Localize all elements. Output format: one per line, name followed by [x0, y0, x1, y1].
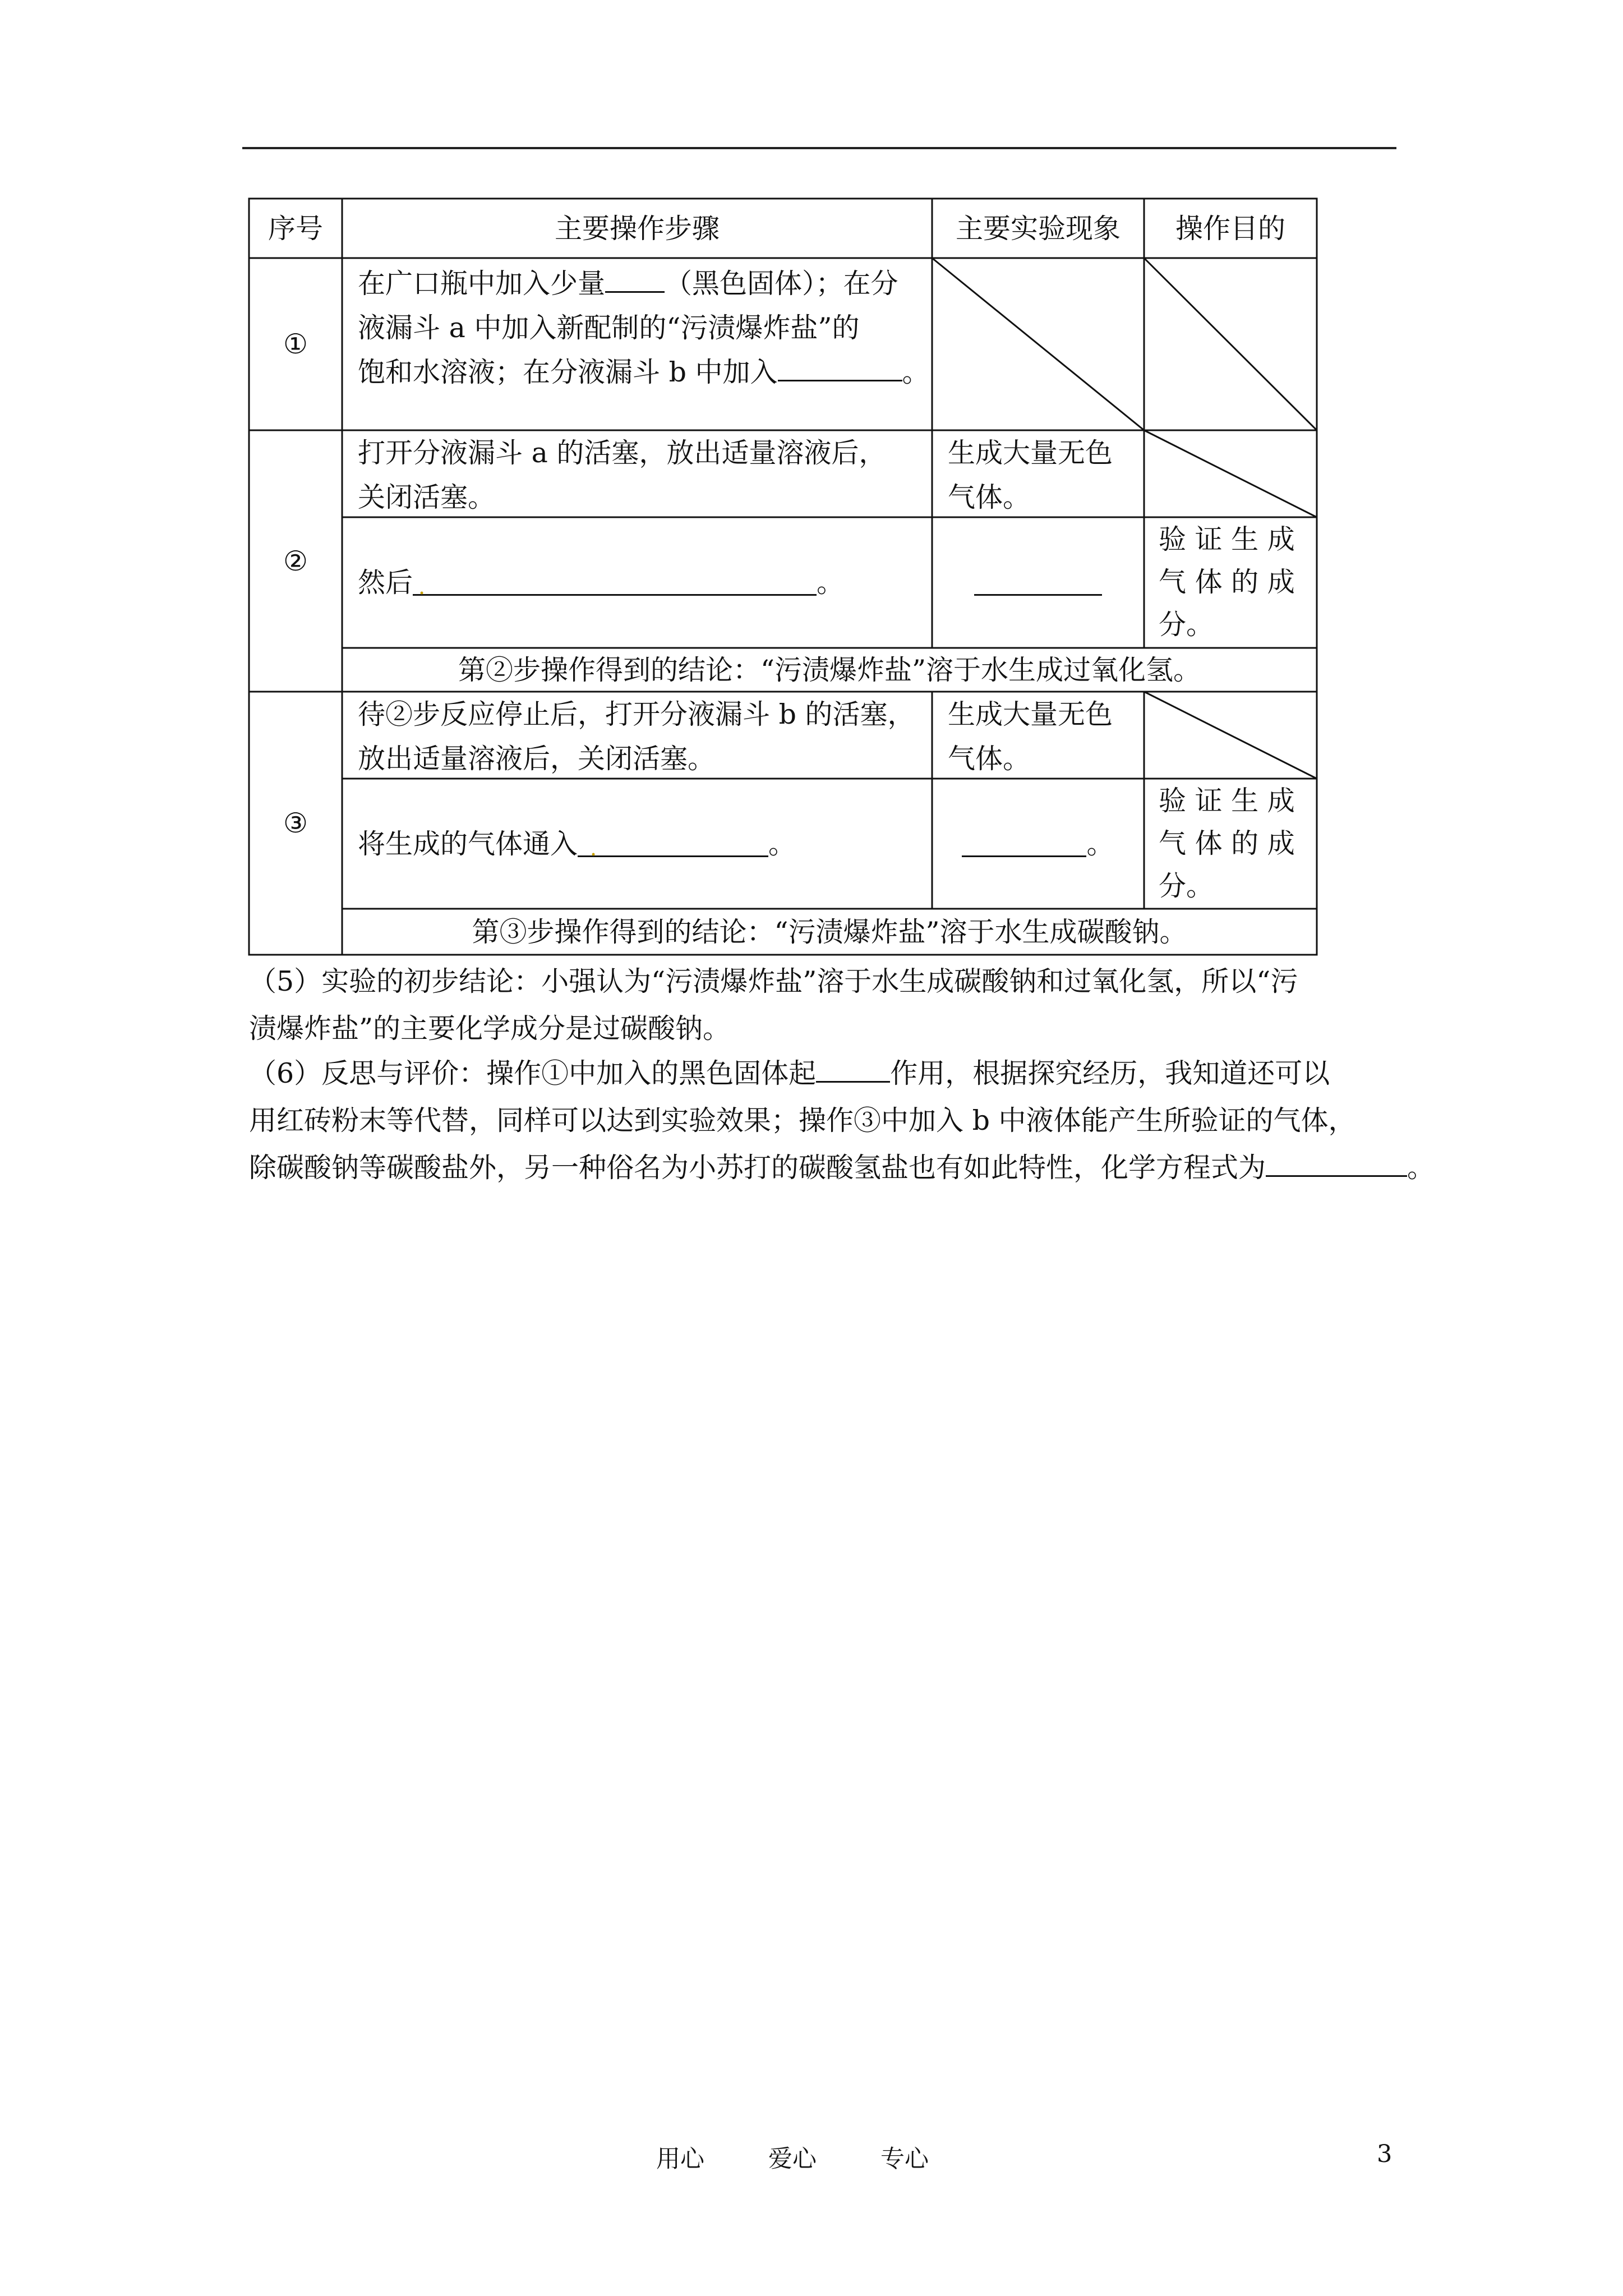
answer-blank [962, 831, 1086, 857]
row1-step-text: （黑色固体）；在分 [665, 268, 898, 300]
row3-step2 [358, 779, 924, 909]
row2-purpose-text: 气 体 的 成 [1159, 566, 1295, 598]
row2-phenomenon1 [948, 431, 1138, 517]
paragraph-6-text: 作用，根据探究经历，我知道还可以 [890, 1057, 1330, 1089]
row1-step-text: 在广口瓶中加入少量 [358, 268, 606, 300]
row2-phenomenon1-text: 生成大量无色 [948, 437, 1113, 469]
paragraph-6-text: 。 [1407, 1152, 1435, 1184]
header-phenomena: 主要实验现象 [955, 212, 1121, 245]
row2-phenomenon1-text: 气体。 [948, 481, 1031, 513]
footer-motto-1: 用心 [656, 2145, 704, 2173]
row1-step-text: 。 [902, 356, 930, 388]
row3-conclusion: 第③步操作得到的结论：“污渍爆炸盐”溶于水生成碳酸钠。 [472, 915, 1187, 948]
header-number: 序号 [268, 212, 323, 245]
answer-blank [778, 355, 902, 381]
row1-step-text: 饱和水溶液；在分液漏斗 b 中加入 [358, 356, 778, 388]
row3-purpose-text: 分。 [1159, 870, 1214, 902]
ink-dot: . [590, 835, 597, 861]
answer-blank [816, 1056, 890, 1083]
footer-motto-3: 专心 [880, 2145, 929, 2173]
row2-step2-text: 。 [817, 567, 845, 599]
row3-step1-text: 放出适量溶液后，关闭活塞。 [358, 743, 716, 775]
row3-phenomenon1 [948, 692, 1138, 779]
paragraph-5 [249, 958, 1460, 1052]
row2-purpose [1159, 518, 1316, 647]
row2-purpose-text: 分。 [1159, 609, 1214, 641]
row3-step1 [358, 692, 924, 779]
row3-phenomenon2 [932, 779, 1144, 909]
paragraph-5-line: （5）实验的初步结论：小强认为“污渍爆炸盐”溶于水生成碳酸钠和过氧化氢，所以“污 [249, 965, 1298, 997]
row3-step1-text: 待②步反应停止后，打开分液漏斗 b 的活塞， [358, 698, 915, 730]
footer-motto-2: 爱心 [768, 2145, 817, 2173]
answer-blank [974, 569, 1102, 596]
row2-conclusion: 第②步操作得到的结论：“污渍爆炸盐”溶于水生成过氧化氢。 [458, 654, 1201, 686]
answer-blank [578, 831, 768, 861]
row3-phenomenon1-text: 气体。 [948, 743, 1031, 775]
row2-step1-text: 关闭活塞。 [358, 481, 496, 513]
row3-purpose-text: 气 体 的 成 [1159, 827, 1295, 859]
paragraph-6-line: 用红砖粉末等代替，同样可以达到实验效果；操作③中加入 b 中液体能产生所验证的气体， [249, 1105, 1356, 1137]
row2-step2-text: 然后 [358, 567, 413, 599]
answer-blank [1266, 1151, 1407, 1177]
row3-phenomenon1-text: 生成大量无色 [948, 698, 1113, 730]
paragraph-6 [249, 1050, 1460, 1191]
ink-dot: . [418, 574, 426, 599]
row3-purpose [1159, 780, 1316, 909]
paragraph-6-text: （6）反思与评价：操作①中加入的黑色固体起 [249, 1057, 817, 1089]
row2-step2 [358, 517, 924, 648]
answer-blank [605, 266, 665, 293]
row2-number: ② [283, 545, 308, 577]
row1-number: ① [283, 328, 308, 360]
header-steps: 主要操作步骤 [554, 212, 720, 245]
paragraph-5-line: 渍爆炸盐”的主要化学成分是过碳酸钠。 [249, 1013, 731, 1045]
row1-step-text: 液漏斗 a 中加入新配制的“污渍爆炸盐”的 [358, 312, 860, 344]
header-purpose: 操作目的 [1175, 212, 1285, 245]
row3-number: ③ [283, 807, 308, 839]
row3-purpose-text: 验 证 生 成 [1159, 785, 1295, 817]
row3-phenomenon2-text: 。 [1086, 827, 1114, 860]
page-number: 3 [1377, 2140, 1393, 2168]
row1-step [358, 261, 941, 430]
row3-step2-text: 。 [768, 827, 796, 860]
row3-step2-text: 将生成的气体通入 [358, 827, 578, 860]
paragraph-6-text: 除碳酸钠等碳酸盐外，另一种俗名为小苏打的碳酸氢盐也有如此特性，化学方程式为 [249, 1152, 1266, 1184]
row2-phenomenon2 [932, 517, 1144, 648]
answer-blank [413, 569, 817, 599]
row2-step1-text: 打开分液漏斗 a 的活塞，放出适量溶液后， [358, 437, 887, 469]
row2-purpose-text: 验 证 生 成 [1159, 523, 1295, 555]
row2-step1 [358, 431, 924, 517]
